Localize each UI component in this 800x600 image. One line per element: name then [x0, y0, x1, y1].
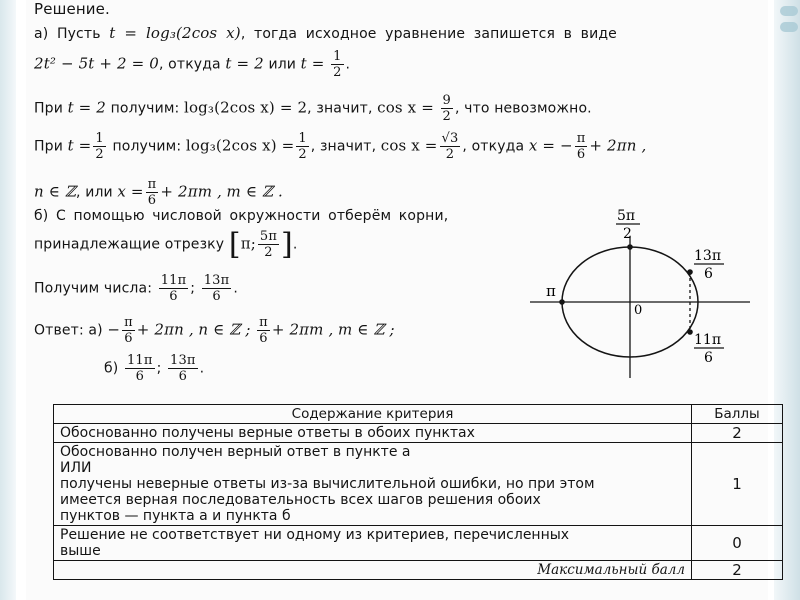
label-13pi-den: 6	[704, 266, 713, 282]
part-a-prefix: а) Пусть	[34, 26, 101, 42]
part-b-line1: б) С помощью числовой окружности отберём корни,	[34, 208, 449, 224]
decoration-bar	[780, 6, 798, 16]
label-11pi: 11π	[694, 332, 722, 348]
max-score-value: 2	[692, 561, 783, 580]
fraction-one-half: $\frac{1}{2}$	[333, 49, 342, 80]
part-a-intro	[34, 24, 732, 42]
point-13pi-6	[687, 269, 693, 275]
case-t2-line: При t = 2 получим: log₃(2cos x) = 2, значит, cos x = $\frac{9}{2}$ , что невозможно.	[34, 93, 592, 124]
answer-line-a: Ответ: а) − $\frac{\pi}{6}$ + 2πn , n ∈ ℤ ; $\frac{\pi}{6}$ + 2πm , m ∈ ℤ ;	[34, 315, 395, 346]
root-t-half-label: t =	[300, 54, 325, 73]
point-pi	[559, 299, 565, 305]
or-text: или	[268, 56, 297, 73]
quadratic-line: 2t² − 5t + 2 = 0, откуда t = 2 или t = $\frac{1}{2}$ .	[34, 49, 351, 80]
label-pi: π	[546, 282, 556, 300]
fraction-nine-halves: $\frac{9}{2}$	[442, 93, 451, 124]
case-t-half-line: При t = $\frac{1}{2}$ получим: log₃(2cos x) = $\frac{1}{2}$ , значит, cos x = $\frac{√3}{2}$ , откуда x = − $\frac{\pi}{6}$ + 2πn ,	[34, 131, 647, 162]
max-score-label: Максимальный балл	[54, 561, 692, 580]
decoration-bar	[780, 22, 798, 32]
label-origin: 0	[634, 303, 643, 318]
answer-line-b: б) $\frac{11\pi}{6}$ ; $\frac{13\pi}{6}$ .	[104, 353, 205, 384]
root-t2: t = 2	[225, 54, 264, 73]
criteria-table	[53, 404, 783, 580]
header-criterion: Содержание критерия	[54, 405, 692, 424]
log-equation-2: log₃(2cos x) =	[185, 136, 295, 155]
table-row: Решение не соответствует ни одному из критериев, перечисленных выше 0	[54, 526, 783, 561]
roots-line: n ∈ ℤ, или x = $\frac{\pi}{6}$ + 2πm , m ∈ ℤ .	[34, 177, 283, 208]
point-11pi-6	[687, 329, 693, 335]
header-points: Баллы	[692, 405, 783, 424]
label-5pi: 5π	[617, 208, 636, 224]
label-13pi: 13π	[694, 248, 722, 264]
table-row: Обоснованно получен верный ответ в пункте а ИЛИ получены неверные ответы из-за вычислительной ошибки, но при этом имеется верная последовательность всех шагов решения обоих пунктов — пункта а и пункта б 1	[54, 443, 783, 526]
table-row: Обоснованно получены верные ответы в обоих пунктах 2	[54, 424, 783, 443]
slide-frame-left	[0, 0, 16, 600]
from-where-text: , откуда	[158, 56, 221, 73]
label-11pi-den: 6	[704, 350, 713, 366]
document-page	[26, 0, 768, 600]
point-5pi-2	[627, 244, 633, 250]
part-b-line2: принадлежащие отрезку [π; $\frac{5\pi}{2}$ ].	[34, 226, 298, 262]
label-5pi-den: 2	[623, 226, 632, 242]
fraction-sqrt3-half: $\frac{√3}{2}$	[441, 131, 459, 162]
solution-title: Решение.	[34, 0, 110, 18]
log-equation-1: log₃(2cos x) = 2	[184, 98, 308, 117]
number-circle-figure	[522, 206, 758, 386]
table-row	[54, 561, 783, 580]
numbers-line: Получим числа: $\frac{11\pi}{6}$ ; $\frac{13\pi}{6}$ .	[34, 273, 238, 304]
part-a-intro-rest: , тогда исходное уравнение запишется в виде	[240, 26, 617, 42]
quadratic-equation: 2t² − 5t + 2 = 0	[34, 54, 159, 73]
substitution-formula: t = log₃(2cos x)	[109, 24, 241, 42]
